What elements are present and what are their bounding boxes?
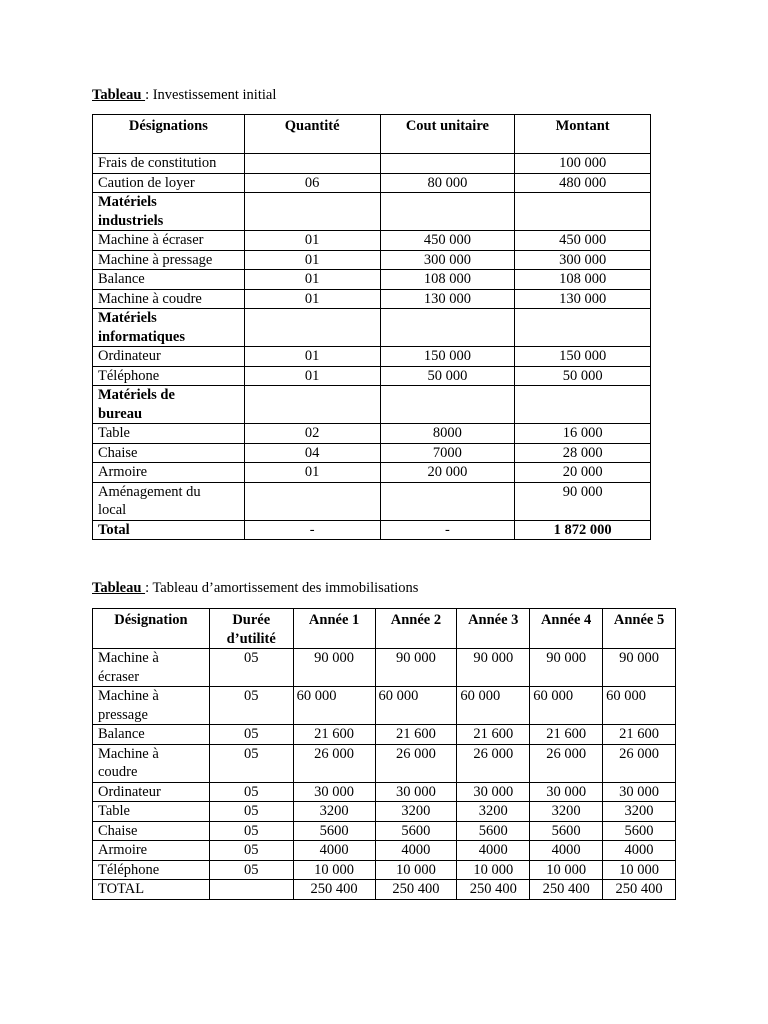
- table-row: [93, 443, 651, 463]
- row-amount: 16 000: [515, 424, 651, 444]
- header-quantite: Quantité: [244, 115, 380, 154]
- header-designations: Désignations: [93, 115, 245, 154]
- row-label: Armoire: [93, 463, 245, 483]
- row-year-2: 5600: [375, 821, 457, 841]
- table-row: [93, 744, 676, 782]
- row-qty: 01: [244, 231, 380, 251]
- section-row: [93, 193, 651, 231]
- row-amount: 300 000: [515, 250, 651, 270]
- row-year-4: 60 000: [530, 687, 603, 725]
- row-duration: 05: [209, 649, 293, 687]
- row-label-line2: local: [98, 502, 127, 518]
- table-row: [93, 270, 651, 290]
- row-label: [93, 782, 210, 802]
- investment-caption-lead: Tableau: [92, 87, 146, 103]
- row-label: [93, 821, 210, 841]
- table-row: [93, 424, 651, 444]
- investment-caption: [92, 87, 276, 104]
- investment-table: [92, 114, 651, 540]
- row-year-5: 21 600: [603, 725, 676, 745]
- row-label-line1: Téléphone: [98, 861, 160, 878]
- row-year-5: 90 000: [603, 649, 676, 687]
- row-qty: 01: [244, 347, 380, 367]
- header-cout-unitaire: Cout unitaire: [380, 115, 515, 154]
- row-year-3: 5600: [457, 821, 530, 841]
- table-row: [93, 821, 676, 841]
- total-row: [93, 880, 676, 900]
- row-unit: 300 000: [380, 250, 515, 270]
- row-amount: 20 000: [515, 463, 651, 483]
- row-qty: 01: [244, 366, 380, 386]
- row-unit: 108 000: [380, 270, 515, 290]
- section-label: [93, 386, 245, 424]
- section-label-line1: Matériels: [98, 310, 157, 326]
- total-amount: 1 872 000: [515, 520, 651, 540]
- row-amount: 450 000: [515, 231, 651, 251]
- table-row: [93, 802, 676, 822]
- row-duration: 05: [209, 802, 293, 822]
- table-row: [93, 463, 651, 483]
- row-amount: 90 000: [515, 482, 651, 520]
- row-year-3: 26 000: [457, 744, 530, 782]
- table-row: [93, 366, 651, 386]
- row-label: Machine à pressage: [93, 250, 245, 270]
- row-year-3: 30 000: [457, 782, 530, 802]
- total-qty: -: [244, 520, 380, 540]
- row-unit: 80 000: [380, 173, 515, 193]
- table-row: [93, 725, 676, 745]
- row-label: [93, 841, 210, 861]
- row-label: [93, 687, 210, 725]
- row-label: Machine à écraser: [93, 231, 245, 251]
- header-duree-line2: d’utilité: [226, 630, 276, 647]
- row-year-3: 4000: [457, 841, 530, 861]
- row-label: [93, 744, 210, 782]
- row-year-5: 10 000: [603, 860, 676, 880]
- table-row: [93, 347, 651, 367]
- table-row: [93, 231, 651, 251]
- table-row: [93, 173, 651, 193]
- header-annee-1: Année 1: [293, 609, 375, 649]
- row-label: [93, 649, 210, 687]
- row-qty: 01: [244, 289, 380, 309]
- header-annee-3: Année 3: [457, 609, 530, 649]
- table-row: [93, 482, 651, 520]
- total-year-2: 250 400: [375, 880, 457, 900]
- header-annee-2: Année 2: [375, 609, 457, 649]
- row-amount: 28 000: [515, 443, 651, 463]
- row-label: Téléphone: [93, 366, 245, 386]
- row-year-4: 10 000: [530, 860, 603, 880]
- row-year-2: 10 000: [375, 860, 457, 880]
- row-unit: 50 000: [380, 366, 515, 386]
- row-duration: 05: [209, 860, 293, 880]
- row-duration: 05: [209, 725, 293, 745]
- section-label: [93, 193, 245, 231]
- section-label: [93, 309, 245, 347]
- amortization-table: [92, 608, 676, 900]
- amortization-header-row: [93, 609, 676, 649]
- section-label-line2: bureau: [98, 405, 143, 422]
- row-year-5: 60 000: [603, 687, 676, 725]
- row-year-1: 3200: [293, 802, 375, 822]
- amortization-caption-lead: Tableau: [92, 580, 146, 596]
- row-label-line1: Machine à: [98, 688, 159, 704]
- row-year-1: 10 000: [293, 860, 375, 880]
- table-row: [93, 250, 651, 270]
- total-year-5: 250 400: [603, 880, 676, 900]
- investment-caption-text: : Investissement initial: [145, 87, 277, 103]
- row-label-line2: écraser: [98, 668, 140, 685]
- amortization-caption: [92, 580, 418, 597]
- row-year-1: 30 000: [293, 782, 375, 802]
- row-label-line1: Machine à: [98, 745, 159, 762]
- row-year-4: 26 000: [530, 744, 603, 782]
- row-year-2: 26 000: [375, 744, 457, 782]
- table-row: [93, 154, 651, 174]
- row-year-4: 21 600: [530, 725, 603, 745]
- row-label: Caution de loyer: [93, 173, 245, 193]
- row-qty: 02: [244, 424, 380, 444]
- row-amount: 50 000: [515, 366, 651, 386]
- row-label: Ordinateur: [93, 347, 245, 367]
- row-label: Balance: [93, 270, 245, 290]
- section-label-line2: industriels: [98, 212, 164, 229]
- row-amount: 100 000: [515, 154, 651, 174]
- row-qty: 06: [244, 173, 380, 193]
- table-row: [93, 841, 676, 861]
- table-row: [93, 649, 676, 687]
- total-unit: -: [380, 520, 515, 540]
- row-unit: 7000: [380, 443, 515, 463]
- row-year-2: 30 000: [375, 782, 457, 802]
- row-year-5: 3200: [603, 802, 676, 822]
- row-label: [93, 802, 210, 822]
- row-unit: 8000: [380, 424, 515, 444]
- total-year-1: 250 400: [293, 880, 375, 900]
- row-year-2: 4000: [375, 841, 457, 861]
- row-year-3: 3200: [457, 802, 530, 822]
- table-row: [93, 289, 651, 309]
- row-label-line1: Balance: [98, 726, 145, 742]
- row-label-line2: coudre: [98, 764, 138, 780]
- row-year-2: 90 000: [375, 649, 457, 687]
- row-amount: 480 000: [515, 173, 651, 193]
- row-year-1: 5600: [293, 821, 375, 841]
- row-year-2: 60 000: [375, 687, 457, 725]
- row-label-line1: Armoire: [98, 842, 148, 858]
- row-unit: 130 000: [380, 289, 515, 309]
- section-row: [93, 386, 651, 424]
- row-year-3: 60 000: [457, 687, 530, 725]
- row-year-1: 90 000: [293, 649, 375, 687]
- row-label: [93, 725, 210, 745]
- amortization-body: [93, 649, 676, 900]
- row-year-1: 4000: [293, 841, 375, 861]
- row-year-4: 90 000: [530, 649, 603, 687]
- header-designation: Désignation: [93, 609, 210, 649]
- row-amount: 130 000: [515, 289, 651, 309]
- table-row: [93, 782, 676, 802]
- row-label-line1: Machine à: [98, 650, 159, 666]
- row-qty: 01: [244, 463, 380, 483]
- row-year-4: 30 000: [530, 782, 603, 802]
- row-year-4: 3200: [530, 802, 603, 822]
- row-qty: 04: [244, 443, 380, 463]
- row-label-line1: Table: [98, 803, 130, 819]
- row-qty: [244, 154, 380, 174]
- row-label-line1: Ordinateur: [98, 783, 161, 800]
- section-label-line1: Matériels: [98, 194, 157, 210]
- row-qty: 01: [244, 270, 380, 290]
- total-year-4: 250 400: [530, 880, 603, 900]
- row-year-2: 21 600: [375, 725, 457, 745]
- row-label-line1: Chaise: [98, 822, 138, 839]
- section-label-line1: Matériels de: [98, 387, 175, 403]
- row-amount: 150 000: [515, 347, 651, 367]
- row-year-5: 26 000: [603, 744, 676, 782]
- row-year-5: 30 000: [603, 782, 676, 802]
- section-label-line2: informatiques: [98, 328, 185, 345]
- amortization-caption-text: : Tableau d’amortissement des immobilisations: [145, 580, 419, 596]
- total-label: Total: [93, 520, 245, 540]
- row-unit: 450 000: [380, 231, 515, 251]
- row-duration: 05: [209, 744, 293, 782]
- row-amount: 108 000: [515, 270, 651, 290]
- header-annee-4: Année 4: [530, 609, 603, 649]
- header-duree: [209, 609, 293, 649]
- row-qty: 01: [244, 250, 380, 270]
- section-row: [93, 309, 651, 347]
- total-label: TOTAL: [93, 880, 210, 900]
- row-year-3: 90 000: [457, 649, 530, 687]
- row-label-line1: Aménagement du: [98, 483, 201, 500]
- row-duration: 05: [209, 841, 293, 861]
- row-label: Machine à coudre: [93, 289, 245, 309]
- header-annee-5: Année 5: [603, 609, 676, 649]
- row-unit: 20 000: [380, 463, 515, 483]
- row-label-line2: pressage: [98, 706, 148, 723]
- table-row: [93, 860, 676, 880]
- row-year-1: 21 600: [293, 725, 375, 745]
- row-label: [93, 482, 245, 520]
- total-year-3: 250 400: [457, 880, 530, 900]
- row-unit: [380, 154, 515, 174]
- row-year-4: 5600: [530, 821, 603, 841]
- row-label: Chaise: [93, 443, 245, 463]
- row-year-5: 4000: [603, 841, 676, 861]
- row-year-4: 4000: [530, 841, 603, 861]
- row-year-3: 21 600: [457, 725, 530, 745]
- row-year-2: 3200: [375, 802, 457, 822]
- row-year-3: 10 000: [457, 860, 530, 880]
- total-row: [93, 520, 651, 540]
- header-duree-line1: Durée: [232, 612, 271, 628]
- row-unit: 150 000: [380, 347, 515, 367]
- row-duration: 05: [209, 687, 293, 725]
- row-duration: 05: [209, 821, 293, 841]
- row-year-1: 26 000: [293, 744, 375, 782]
- table-row: [93, 687, 676, 725]
- investment-header-row: [93, 115, 651, 154]
- header-montant: Montant: [515, 115, 651, 154]
- row-duration: 05: [209, 782, 293, 802]
- row-year-5: 5600: [603, 821, 676, 841]
- row-label: Table: [93, 424, 245, 444]
- row-label: Frais de constitution: [93, 154, 245, 174]
- row-year-1: 60 000: [293, 687, 375, 725]
- total-duration: [209, 880, 293, 900]
- row-label: [93, 860, 210, 880]
